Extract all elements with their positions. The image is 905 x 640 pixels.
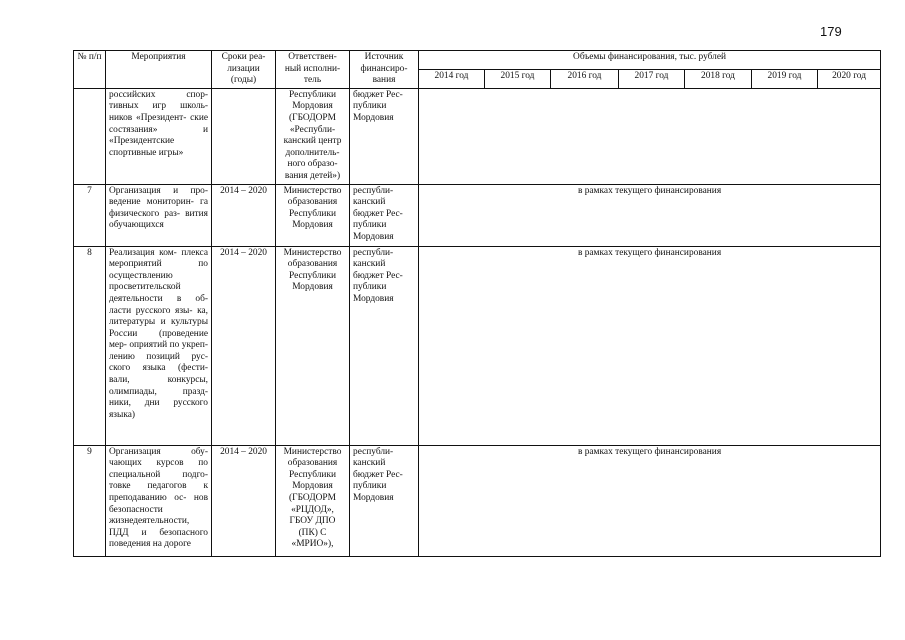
row-period: [212, 88, 276, 184]
row-responsible: Министерство образования Республики Мордовия: [276, 184, 350, 246]
header-year-2019: 2019 год: [752, 69, 818, 88]
row-period: 2014 – 2020: [212, 184, 276, 246]
header-source: Источник финансиро- вания: [350, 51, 419, 89]
header-period: Сроки реа- лизации (годы): [212, 51, 276, 89]
header-num: № п/п: [74, 51, 106, 89]
row-measure: Организация обу- чающих курсов по специальной подго- товке педагогов к преподаванию ос- нов безопасности жизнедеятельности, ПДД и безопасного поведения на дороге: [106, 445, 212, 556]
row-source: республи- канский бюджет Рес- публики Мордовия: [350, 184, 419, 246]
funding-table: [73, 50, 881, 557]
header-year-2015: 2015 год: [485, 69, 551, 88]
row-source: республи- канский бюджет Рес- публики Мордовия: [350, 445, 419, 556]
row-number: [74, 88, 106, 184]
row-source: республи- канский бюджет Рес- публики Мордовия: [350, 246, 419, 445]
row-number: 7: [74, 184, 106, 246]
row-funding: в рамках текущего финансирования: [419, 184, 881, 246]
table-row: [74, 88, 881, 184]
header-row: [74, 51, 881, 70]
header-funding: Объемы финансирования, тыс. рублей: [419, 51, 881, 70]
header-year-2017: 2017 год: [619, 69, 685, 88]
table-row: [74, 445, 881, 556]
row-funding: в рамках текущего финансирования: [419, 246, 881, 445]
row-measure: Реализация ком- плекса мероприятий по осуществлению просветительской деятельности в об- ласти русского язы- ка, литературы и культуры России (проведение мер- оприятий по укреп- лению позиций рус- ского языка (фести- вали, конкурсы, олимпиады, празд- ники, дни русского языка): [106, 246, 212, 445]
row-measure: Организация и про- ведение мониторин- га физического раз- вития обучающихся: [106, 184, 212, 246]
row-responsible: Республики Мордовия (ГБОДОРМ «Республи- канский центр дополнитель- ного образо- вания детей»): [276, 88, 350, 184]
row-responsible: Министерство образования Республики Мордовия (ГБОДОРМ «РЦДОД», ГБОУ ДПО (ПК) С «МРИО»),: [276, 445, 350, 556]
header-measures: Мероприятия: [106, 51, 212, 89]
table-row: [74, 246, 881, 445]
row-funding: в рамках текущего финансирования: [419, 445, 881, 556]
header-year-2020: 2020 год: [818, 69, 881, 88]
row-period: 2014 – 2020: [212, 246, 276, 445]
header-year-2018: 2018 год: [685, 69, 752, 88]
row-period: 2014 – 2020: [212, 445, 276, 556]
row-source: бюджет Рес- публики Мордовия: [350, 88, 419, 184]
header-responsible: Ответствен- ный исполни- тель: [276, 51, 350, 89]
header-year-2016: 2016 год: [551, 69, 619, 88]
row-funding: [419, 88, 881, 184]
row-responsible: Министерство образования Республики Мордовия: [276, 246, 350, 445]
table-row: [74, 184, 881, 246]
row-number: 9: [74, 445, 106, 556]
page-number: 179: [820, 24, 842, 39]
header-year-2014: 2014 год: [419, 69, 485, 88]
row-number: 8: [74, 246, 106, 445]
row-measure: российских спор- тивных игр школь- ников «Президент- ские состязания» и «Президентские спортивные игры»: [106, 88, 212, 184]
